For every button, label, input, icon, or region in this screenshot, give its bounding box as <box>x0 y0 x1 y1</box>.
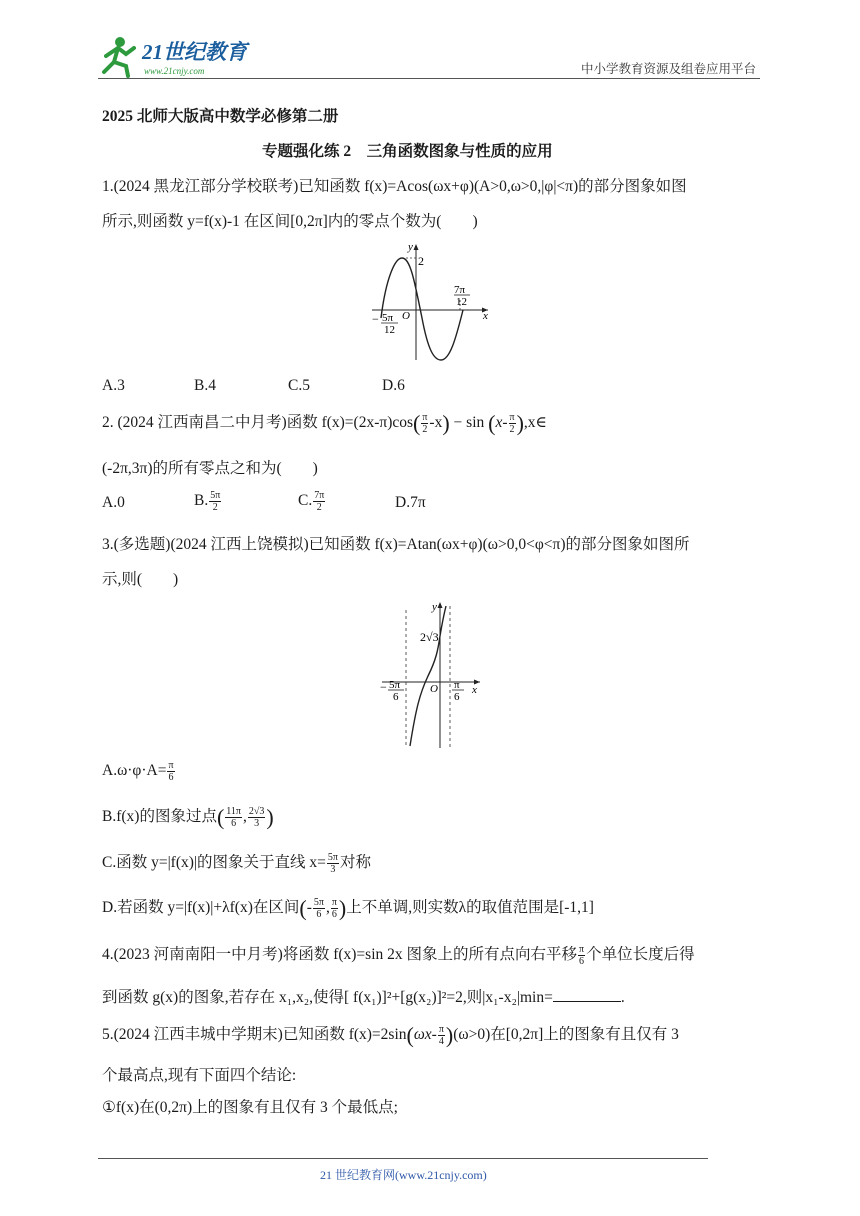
q3-y-label: y <box>432 601 437 613</box>
q4-answer-blank[interactable] <box>553 987 621 1002</box>
q4-line2: 到函数 g(x)的图象,若存在 x₁,x₂,使得[ f(x₁)]²+[g(x₂)]²=2,则|x₁-x₂|min= . <box>102 989 625 1006</box>
q1-option-d: D.6 <box>382 377 405 394</box>
q1-y-arrow <box>414 244 419 250</box>
q3-left-den: 6 <box>393 691 399 703</box>
q1-left-minus: − <box>372 312 379 326</box>
q2-option-c: C. $\frac{7\pi}{2}$ <box>298 490 325 513</box>
q2-text-1: 2. (2024 江西南昌二中月考)函数 f(x)=(2x-π)cos <box>102 414 414 431</box>
q1-curve <box>381 258 463 360</box>
q3-option-a: A.ω·φ·A= $\frac{\pi}{6}$ <box>102 760 174 783</box>
q3-right-num: π <box>454 679 460 691</box>
q3-origin: O <box>430 683 438 695</box>
q1-graph <box>362 238 502 366</box>
q2-frac-2: $\frac{\pi}{2}$ <box>509 411 515 435</box>
q2-line2: (-2π,3π)的所有零点之和为( ) <box>102 460 318 477</box>
q3-line2: 示,则( ) <box>102 571 179 588</box>
q1-max-label: 2 <box>418 254 424 268</box>
q4-line1: 4.(2023 河南南阳一中月考)将函数 f(x)=sin 2x 图象上的所有点向右平移 $\frac{\pi}{6}$ 个单位长度后得 <box>102 943 695 967</box>
logo-text: 21世纪教育 <box>142 40 247 64</box>
q5-line2: 个最高点,现有下面四个结论: <box>102 1067 297 1084</box>
q1-option-c: C.5 <box>288 377 310 394</box>
q3-left-minus: − <box>380 680 387 694</box>
q3-right-den: 6 <box>454 691 460 703</box>
q3-curve <box>410 606 446 746</box>
q2-text-4: x- <box>495 414 508 431</box>
q1-option-a: A.3 <box>102 377 125 394</box>
q1-left-den: 12 <box>384 324 395 336</box>
q3-left-num: 5π <box>389 679 401 691</box>
q1-line1: 1.(2024 黑龙江部分学校联考)已知函数 f(x)=Acos(ωx+φ)(A>0,ω>0,|φ|<π)的部分图象如图 <box>102 178 687 195</box>
q1-left-num: 5π <box>382 312 394 324</box>
book-title: 2025 北师大版高中数学必修第二册 <box>102 108 339 125</box>
q2-paren-open: ( <box>413 410 421 436</box>
q3-line1: 3.(多选题)(2024 江西上饶模拟)已知函数 f(x)=Atan(ωx+φ)(ω>0,0<φ<π)的部分图象如图所 <box>102 536 690 553</box>
footer-divider <box>98 1158 708 1159</box>
q2-text-3: − sin <box>449 414 489 431</box>
logo <box>96 34 258 80</box>
runner-icon <box>104 37 134 76</box>
q1-option-b: B.4 <box>194 377 216 394</box>
q1-line2: 所示,则函数 y=f(x)-1 在区间[0,2π]内的零点个数为( ) <box>102 213 478 230</box>
q2-option-d: D.7π <box>395 494 426 511</box>
footer-text[interactable]: 21 世纪教育网(www.21cnjy.com) <box>320 1168 487 1182</box>
q3-x-label: x <box>472 684 477 696</box>
q3-option-b: B.f(x)的图象过点( $\frac{11\pi}{6}$ , $\frac{2√3}{3}$ ) <box>102 804 274 830</box>
q2-text-2: -x <box>429 414 443 431</box>
q2-paren-close: ) <box>442 410 450 436</box>
q2-paren-close-2: ) <box>516 410 524 436</box>
q5-line3: ①f(x)在(0,2π)上的图象有且仅有 3 个最低点; <box>102 1099 398 1116</box>
q1-right-den: 12 <box>456 296 467 308</box>
q1-y-label: y <box>408 241 413 253</box>
site-name: 中小学教育资源及组卷应用平台 <box>580 62 756 76</box>
logo-url: www.21cnjy.com <box>144 66 205 76</box>
q3-option-d: D.若函数 y=|f(x)|+λf(x)在区间(- $\frac{5\pi}{6}$ , $\frac{\pi}{6}$ )上不单调,则实数λ的取值范围是[-1,1] <box>102 895 594 921</box>
q2-frac-1: $\frac{\pi}{2}$ <box>422 411 428 435</box>
q1-right-num: 7π <box>454 284 466 296</box>
header-divider <box>98 78 760 79</box>
q2-line1 <box>102 410 547 436</box>
q5-line1: 5.(2024 江西丰城中学期末)已知函数 f(x)=2sin(ωx- $\frac{\pi}{4}$ )(ω>0)在[0,2π]上的图象有且仅有 3 <box>102 1022 679 1048</box>
q3-option-c: C.函数 y=|f(x)|的图象关于直线 x= $\frac{5\pi}{3}$ 对称 <box>102 851 371 875</box>
q2-paren-open-2: ( <box>488 410 496 436</box>
q1-x-label: x <box>483 310 488 322</box>
q1-origin: O <box>402 310 410 322</box>
q2-option-a: A.0 <box>102 494 125 511</box>
q3-y-arrow <box>438 602 443 608</box>
q3-value-label: 2√3 <box>420 630 439 644</box>
q3-graph <box>376 598 486 750</box>
q2-text-5: ,x∈ <box>523 414 548 431</box>
q2-option-b: B. $\frac{5\pi}{2}$ <box>194 490 221 513</box>
section-title: 专题强化练 2 三角函数图象与性质的应用 <box>262 143 553 160</box>
